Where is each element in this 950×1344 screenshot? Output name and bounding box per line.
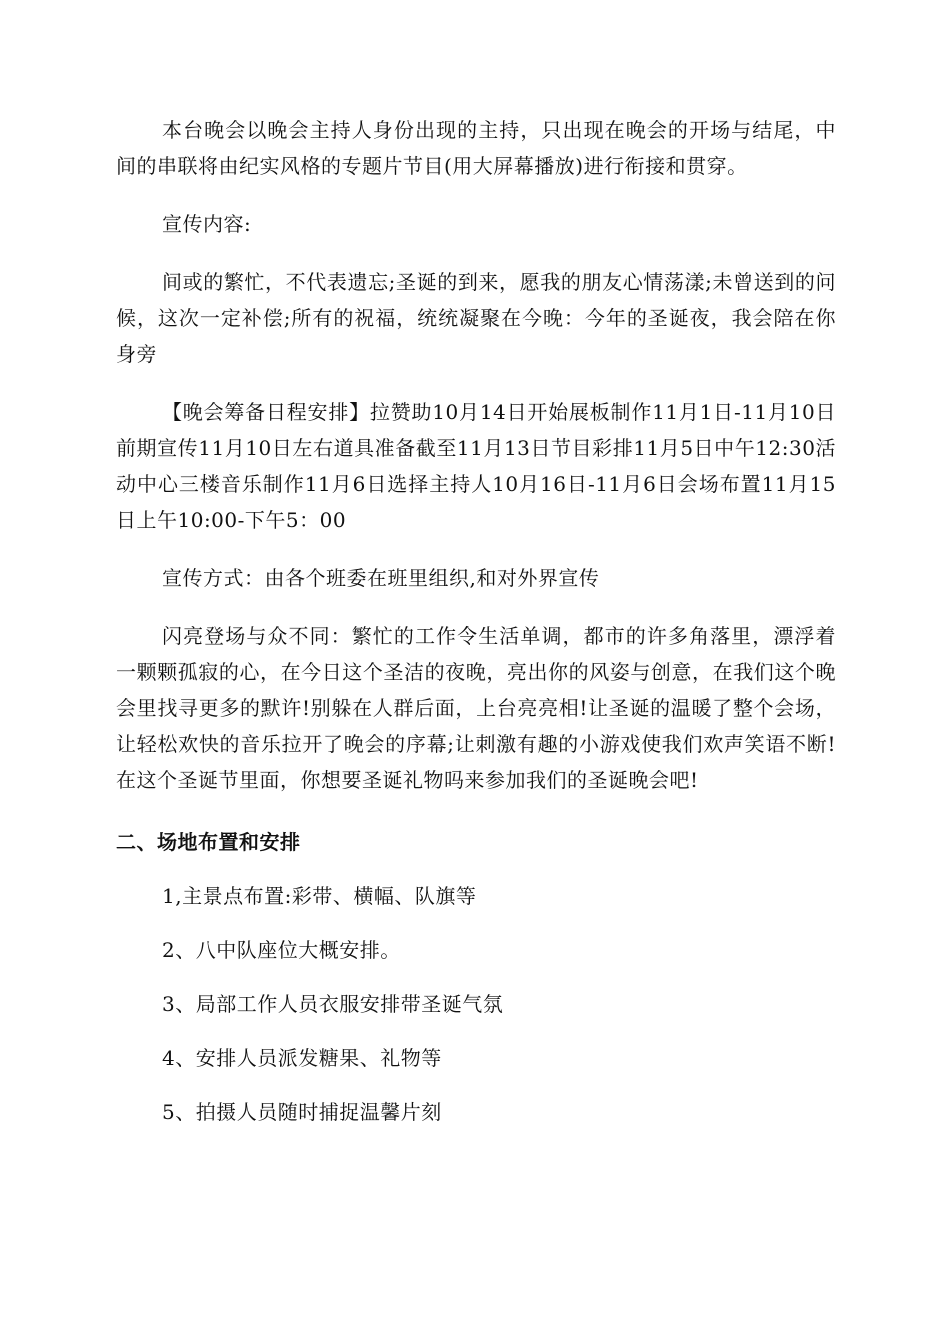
- paragraph-debut: 闪亮登场与众不同：繁忙的工作令生活单调，都市的许多角落里，漂浮着一颗颗孤寂的心，在今日这个圣洁的夜晚，亮出你的风姿与创意，在我们这个晚会里找寻更多的默许!别躲在人群后面，上台亮亮相!让圣诞的温暖了整个会场，让轻松欢快的音乐拉开了晚会的序幕;让刺激有趣的小游戏使我们欢声笑语不断!在这个圣诞节里面，你想要圣诞礼物吗来参加我们的圣诞晚会吧!: [116, 624, 836, 792]
- list-item: 4、安排人员派发糖果、礼物等: [162, 1046, 442, 1070]
- paragraph-promo-label: 宣传内容:: [162, 212, 252, 236]
- list-item: 2、八中队座位大概安排。: [162, 938, 401, 962]
- list-item: 5、拍摄人员随时捕捉温馨片刻: [162, 1100, 442, 1124]
- list-item: 3、局部工作人员衣服安排带圣诞气氛: [162, 992, 504, 1016]
- paragraph-promo-text: 间或的繁忙，不代表遗忘;圣诞的到来，愿我的朋友心情荡漾;未曾送到的问候，这次一定补偿;所有的祝福，统统凝聚在今晚：今年的圣诞夜，我会陪在你身旁: [116, 270, 836, 366]
- list-item: 1,主景点布置:彩带、横幅、队旗等: [162, 884, 477, 908]
- paragraph-schedule: 【晚会筹备日程安排】拉赞助10月14日开始展板制作11月1日-11月10日前期宣传11月10日左右道具准备截至11月13日节目彩排11月5日中午12:30活动中心三楼音乐制作11月6日选择主持人10月16日-11月6日会场布置11月15日上午10:00-下午5：00: [116, 400, 836, 532]
- section-heading: 二、场地布置和安排: [116, 830, 301, 854]
- paragraph-promo-method: 宣传方式：由各个班委在班里组织,和对外界宣传: [162, 566, 600, 590]
- arrangement-list: [116, 878, 836, 1130]
- paragraph-host-intro: 本台晚会以晚会主持人身份出现的主持，只出现在晚会的开场与结尾，中间的串联将由纪实风格的专题片节目(用大屏幕播放)进行衔接和贯穿。: [116, 118, 836, 178]
- document-body: [116, 112, 836, 1148]
